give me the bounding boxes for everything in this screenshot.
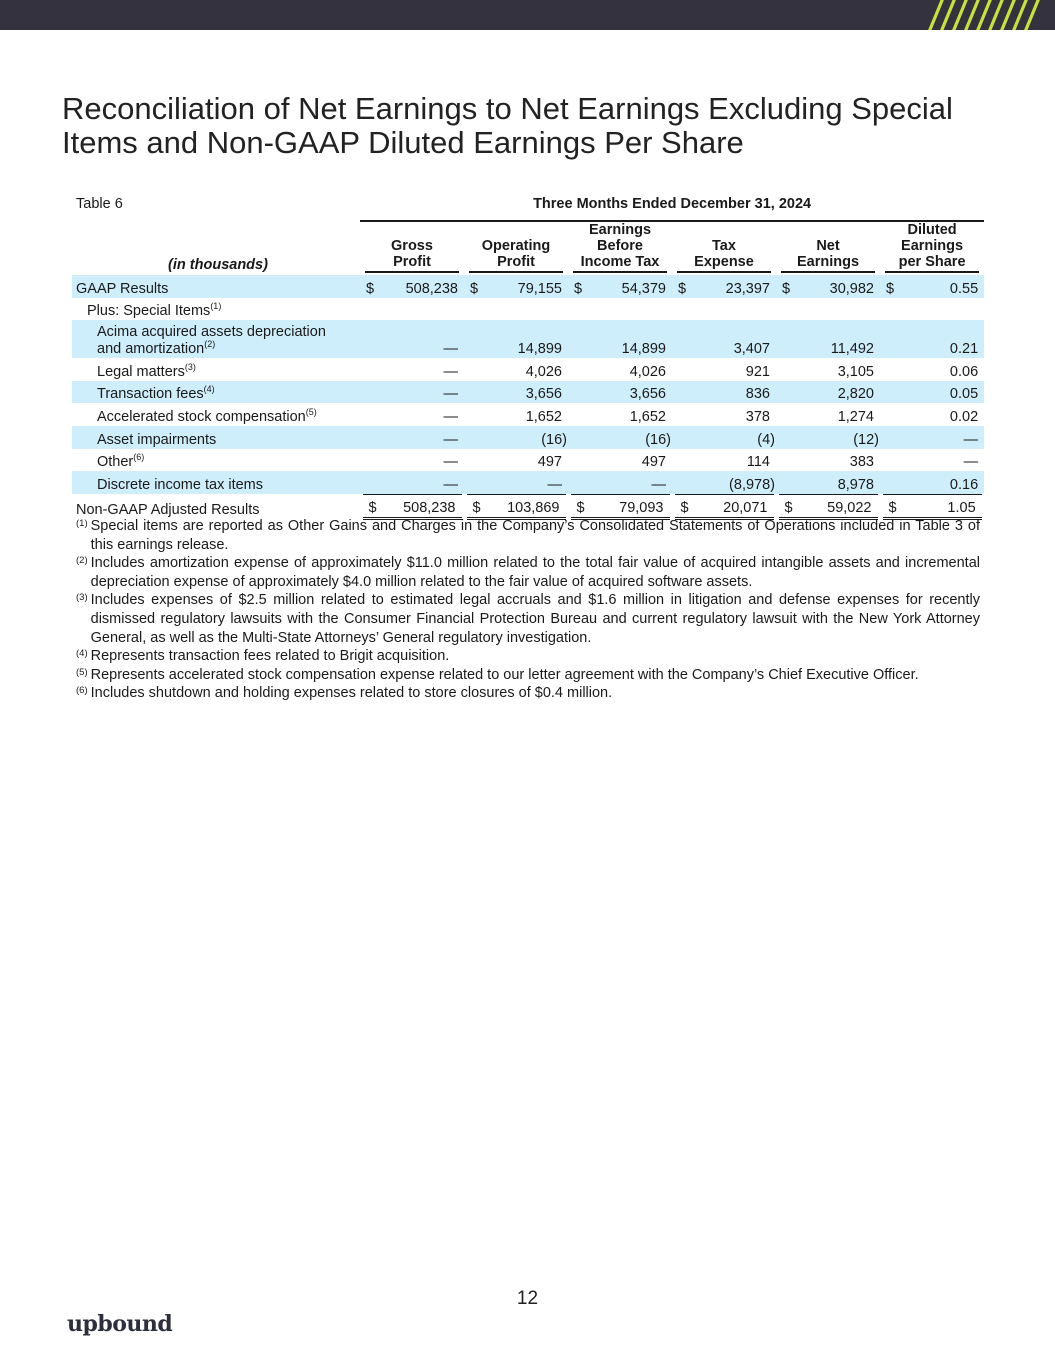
currency-symbol xyxy=(776,320,794,358)
currency-symbol: $ xyxy=(464,494,482,519)
table-cell: — xyxy=(443,363,458,380)
table-cell: 0.06 xyxy=(949,363,979,380)
currency-symbol xyxy=(360,358,378,381)
period-header: Three Months Ended December 31, 2024 xyxy=(360,196,984,221)
footnote-text: Represents accelerated stock compensation expense related to our letter agreement with the Company’s Chief Executive Officer. xyxy=(90,666,919,683)
footnote-reference: (5) xyxy=(305,407,317,418)
table-cell: 1.05 xyxy=(898,494,984,519)
currency-symbol: $ xyxy=(672,275,690,298)
table-cell: 54,379 xyxy=(586,275,672,298)
footnote-text: Represents transaction fees related to Brigit acquisition. xyxy=(90,648,450,665)
currency-symbol xyxy=(776,403,794,426)
table-cell: 3,656 xyxy=(586,381,672,404)
table-cell: 1,274 xyxy=(837,408,874,425)
table-cell: 497 xyxy=(537,454,562,471)
footnote-text: Includes shutdown and holding expenses related to store closures of $0.4 million. xyxy=(90,685,613,702)
currency-symbol xyxy=(464,403,482,426)
table-cell: 114 xyxy=(746,454,770,471)
table-cell: (12) xyxy=(794,426,880,449)
table-cell xyxy=(690,298,776,321)
row-label: Acima acquired assets depreciation and amortization$^{(2)}$ xyxy=(72,320,360,358)
table-cell xyxy=(794,298,880,321)
table-cell: 1,652 xyxy=(525,408,562,425)
currency-symbol xyxy=(880,471,898,494)
currency-symbol xyxy=(672,471,690,494)
currency-symbol xyxy=(464,381,482,404)
table-cell: 103,869 xyxy=(482,494,568,519)
currency-symbol xyxy=(568,358,586,381)
currency-symbol: $ xyxy=(360,275,378,298)
table-cell: 4,026 xyxy=(629,363,666,380)
table-cell: 79,093 xyxy=(586,494,672,519)
currency-symbol xyxy=(568,426,586,449)
currency-symbol xyxy=(672,403,690,426)
table-cell xyxy=(898,298,984,321)
table-cell: 3,105 xyxy=(837,363,874,380)
footnote-reference: (6) xyxy=(133,452,145,463)
table-cell: 59,022 xyxy=(794,494,880,519)
footnote xyxy=(76,517,980,554)
row-label: Accelerated stock compensation$^{(5)}$ xyxy=(97,407,317,425)
table-cell: 30,982 xyxy=(794,275,880,298)
currency-symbol: $ xyxy=(360,494,378,519)
currency-symbol: $ xyxy=(880,494,898,519)
table-cell: 0.21 xyxy=(898,320,984,358)
currency-symbol xyxy=(672,426,690,449)
table-cell: 0.02 xyxy=(949,408,979,425)
diagonal-stripes-decoration xyxy=(925,0,1055,30)
table-cell: 921 xyxy=(745,363,770,380)
footnote xyxy=(76,647,980,666)
column-header: Tax Expense xyxy=(672,221,776,275)
row-label: Legal matters$^{(3)}$ xyxy=(97,361,196,380)
table-cell: 1,652 xyxy=(629,408,666,425)
currency-symbol xyxy=(464,449,482,472)
currency-symbol xyxy=(776,471,794,494)
currency-symbol xyxy=(880,426,898,449)
table-cell: 836 xyxy=(690,381,776,404)
table-row xyxy=(72,449,984,472)
footnote-text: Includes expenses of $2.5 million related to estimated legal accruals and $1.6 million in litigation and defense expenses for recently dismissed regulatory lawsuits with the Consumer Financial Protection Bureau and current regulatory lawsuit with the New York Attorney General, as well as the Multi-State Attorneys’ General regulatory investigation. xyxy=(90,592,980,646)
currency-symbol xyxy=(464,471,482,494)
currency-symbol xyxy=(464,298,482,321)
footnote-marker: (6) xyxy=(76,685,88,697)
column-header: Operating Profit xyxy=(464,221,568,275)
top-banner xyxy=(0,0,1055,30)
currency-symbol xyxy=(672,381,690,404)
table-row xyxy=(72,320,984,358)
footnote-reference: (1) xyxy=(210,301,222,312)
currency-symbol: $ xyxy=(776,275,794,298)
column-header: Diluted Earnings per Share xyxy=(880,221,984,275)
upbound-logo: upbound xyxy=(67,1311,173,1337)
table-cell: — xyxy=(482,471,568,494)
currency-symbol xyxy=(360,471,378,494)
table-row xyxy=(72,403,984,426)
footnote-reference: (3) xyxy=(184,361,196,372)
row-label: Asset impairments xyxy=(72,426,360,449)
reconciliation-table-container xyxy=(72,196,984,520)
currency-symbol xyxy=(776,358,794,381)
currency-symbol xyxy=(880,403,898,426)
table-row xyxy=(72,298,984,321)
table-cell: 20,071 xyxy=(690,494,776,519)
currency-symbol xyxy=(880,358,898,381)
row-label: Discrete income tax items xyxy=(72,471,360,494)
table-cell: 508,238 xyxy=(378,494,464,519)
table-row xyxy=(72,358,984,381)
column-header: Earnings Before Income Tax xyxy=(568,221,672,275)
footnote xyxy=(76,591,980,647)
table-cell: 23,397 xyxy=(690,275,776,298)
table-cell: — xyxy=(898,426,984,449)
footnote xyxy=(76,666,980,685)
table-cell xyxy=(482,298,568,321)
table-cell: 79,155 xyxy=(482,275,568,298)
footnote-marker: (3) xyxy=(76,592,88,604)
table-cell: (16) xyxy=(482,426,568,449)
table-row xyxy=(72,275,984,298)
currency-symbol: $ xyxy=(568,275,586,298)
table-cell: — xyxy=(443,454,458,471)
table-cell: 14,899 xyxy=(482,320,568,358)
row-label: Non-GAAP Adjusted Results xyxy=(76,501,260,518)
currency-symbol: $ xyxy=(672,494,690,519)
currency-symbol xyxy=(568,471,586,494)
table-cell: 0.05 xyxy=(898,381,984,404)
table-row xyxy=(72,426,984,449)
table-cell: — xyxy=(378,471,464,494)
currency-symbol: $ xyxy=(464,275,482,298)
footnote-marker: (4) xyxy=(76,648,88,660)
row-label: Plus: Special Items$^{(1)}$ xyxy=(87,301,222,320)
table-cell: (16) xyxy=(586,426,672,449)
currency-symbol xyxy=(360,403,378,426)
column-header: Gross Profit xyxy=(360,221,464,275)
currency-symbol xyxy=(568,381,586,404)
currency-symbol xyxy=(672,320,690,358)
currency-symbol xyxy=(880,449,898,472)
currency-symbol xyxy=(672,358,690,381)
table-cell: (4) xyxy=(690,426,776,449)
table-cell: 383 xyxy=(849,454,874,471)
currency-symbol xyxy=(880,320,898,358)
table-cell: 378 xyxy=(745,408,770,425)
currency-symbol: $ xyxy=(880,275,898,298)
table-cell: 11,492 xyxy=(794,320,880,358)
currency-symbol xyxy=(360,320,378,358)
page-number: 12 xyxy=(516,1288,539,1309)
currency-symbol: $ xyxy=(568,494,586,519)
currency-symbol xyxy=(464,426,482,449)
table-cell: 3,407 xyxy=(690,320,776,358)
table-cell: — xyxy=(378,320,464,358)
table-cell: — xyxy=(963,454,979,471)
footnote-reference: (2) xyxy=(204,339,216,350)
column-header: Net Earnings xyxy=(776,221,880,275)
table-cell: 0.55 xyxy=(898,275,984,298)
table-cell: (8,978) xyxy=(690,471,776,494)
currency-symbol xyxy=(776,449,794,472)
reconciliation-table xyxy=(72,196,987,520)
footnote-marker: (2) xyxy=(76,555,88,567)
table-row xyxy=(72,471,984,494)
currency-symbol xyxy=(880,298,898,321)
units-label: (in thousands) xyxy=(168,257,268,273)
footnote-text: Includes amortization expense of approximately $11.0 million related to the total fair value of acquired intangible assets and incremental depreciation expense of approximately $4.0 million related to the fair value of acquired software assets. xyxy=(90,555,980,590)
currency-symbol xyxy=(360,381,378,404)
table-cell: 2,820 xyxy=(794,381,880,404)
table-cell: — xyxy=(378,381,464,404)
currency-symbol xyxy=(672,449,690,472)
table-cell: 497 xyxy=(641,454,666,471)
currency-symbol xyxy=(568,320,586,358)
currency-symbol xyxy=(776,426,794,449)
currency-symbol xyxy=(776,381,794,404)
table-cell: 8,978 xyxy=(794,471,880,494)
row-label: GAAP Results xyxy=(72,275,360,298)
currency-symbol xyxy=(360,449,378,472)
table-cell: — xyxy=(378,426,464,449)
table-cell: 0.16 xyxy=(898,471,984,494)
currency-symbol xyxy=(464,358,482,381)
table-cell: 508,238 xyxy=(378,275,464,298)
table-cell: — xyxy=(586,471,672,494)
table-cell xyxy=(378,298,464,321)
currency-symbol xyxy=(672,298,690,321)
table-cell: 4,026 xyxy=(525,363,562,380)
currency-symbol xyxy=(776,298,794,321)
currency-symbol: $ xyxy=(776,494,794,519)
table-cell: — xyxy=(443,408,458,425)
footnote-marker: (1) xyxy=(76,518,88,529)
page-title: Reconciliation of Net Earnings to Net Earnings Excluding Special Items and Non-GAAP Diluted Earnings Per Share xyxy=(62,91,953,160)
table-caption: Table 6 xyxy=(76,196,123,212)
currency-symbol xyxy=(568,403,586,426)
footnote xyxy=(76,554,980,591)
currency-symbol xyxy=(360,426,378,449)
currency-symbol xyxy=(360,298,378,321)
footnote xyxy=(76,684,980,703)
table-row xyxy=(72,494,984,519)
table-cell: 3,656 xyxy=(482,381,568,404)
currency-symbol xyxy=(568,449,586,472)
footnotes xyxy=(76,517,980,703)
table-cell xyxy=(586,298,672,321)
row-label: Other$^{(6)}$ xyxy=(97,452,145,471)
footnote-reference: (4) xyxy=(203,384,215,395)
currency-symbol xyxy=(568,298,586,321)
footnote-marker: (5) xyxy=(76,666,88,678)
currency-symbol xyxy=(880,381,898,404)
footnote-text: Special items are reported as Other Gains and Charges in the Company’s Consolidated Statements of Operations included in Table 3 of this earnings release. xyxy=(90,518,980,553)
row-label: Transaction fees$^{(4)}$ xyxy=(72,381,360,404)
currency-symbol xyxy=(464,320,482,358)
table-row xyxy=(72,381,984,404)
table-cell: 14,899 xyxy=(586,320,672,358)
